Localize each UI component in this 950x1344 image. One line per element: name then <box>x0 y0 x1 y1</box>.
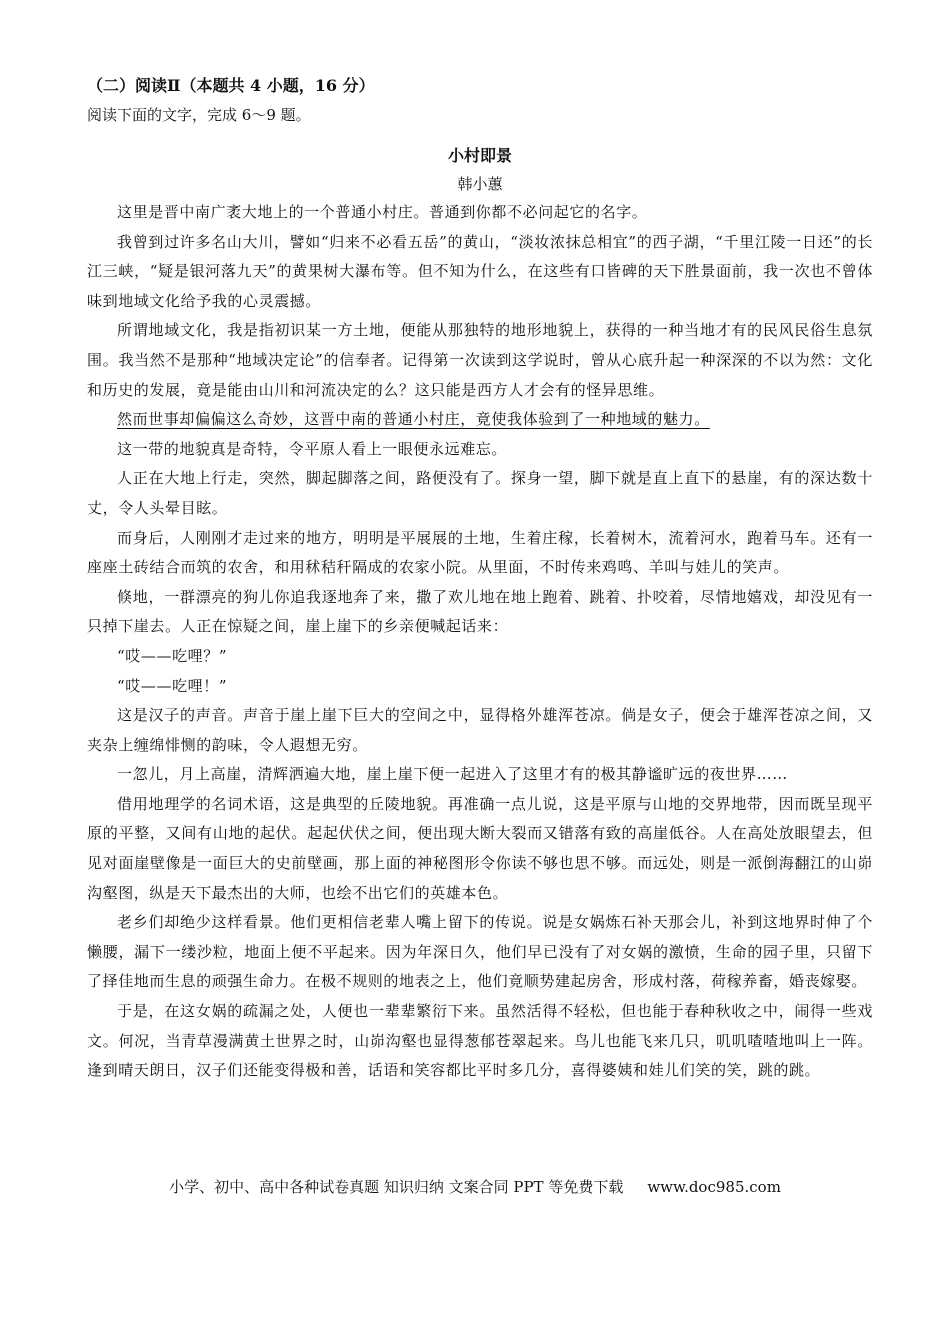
dialogue-line: “哎——吃哩？” <box>117 646 228 665</box>
paragraph: 老乡们却绝少这样看景。他们更相信老辈人嘴上留下的传说。说是女娲炼石补天那会儿，补到这地界时伸了个懒腰，漏下一缕沙粒，地面上便不平起来。因为年深日久，他们早已没有了对女娲的激愤，生命的园子里，只留下了择佳地而生息的顽强生命力。在极不规则的地表之上，他们竟顺势建起房舍，形成村落，荷稼养畜，婚丧嫁娶。 <box>87 913 873 991</box>
paragraph: 人正在大地上行走，突然，脚起脚落之间，路便没有了。探身一望，脚下就是直上直下的悬崖，有的深达数十丈，令人头晕目眩。 <box>87 469 873 517</box>
underlined-paragraph <box>87 405 873 435</box>
underlined-sentence: 然而世事却偏偏这么奇妙，这晋中南的普通小村庄，竟使我体验到了一种地域的魅力。 <box>117 410 710 429</box>
section-heading: （二）阅读Ⅱ（本题共 4 小题，16 分） <box>87 76 375 95</box>
paragraph: 这里是晋中南广袤大地上的一个普通小村庄。普通到你都不必问起它的名字。 <box>117 203 648 221</box>
paragraph: 这一带的地貌真是奇特，令平原人看上一眼便永远难忘。 <box>117 439 508 458</box>
instruction-text: 阅读下面的文字，完成 6～9 题。 <box>87 106 311 124</box>
paragraph: 我曾到过许多名山大川，譬如“归来不必看五岳”的黄山，“淡妆浓抹总相宜”的西子湖，“千里江陵一日还”的长江三峡，“疑是银河落九天”的黄果树大瀑布等。但不知为什么，在这些有口皆碑的天下胜景面前，我一次也不曾体味到地域文化给予我的心灵震撼。 <box>87 232 873 310</box>
article-title: 小村即景 <box>447 146 512 165</box>
paragraph: 所谓地域文化，我是指初识某一方土地，便能从那独特的地形地貌上，获得的一种当地才有的民风民俗生息氛围。我当然不是那种“地域决定论”的信奉者。记得第一次读到这学说时，曾从心底升起一种深深的不以为然：文化和历史的发展，竟是能由山川和河流决定的么？这只能是西方人才会有的怪异思维。 <box>87 321 873 399</box>
article-body <box>87 198 873 1086</box>
paragraph: 倏地，一群漂亮的狗儿你追我逐地奔了来，撒了欢儿地在地上跑着、跳着、扑咬着，尽情地嬉戏，却没见有一只掉下崖去。人正在惊疑之间，崖上崖下的乡亲便喊起话来： <box>87 587 873 636</box>
paragraph: 一忽儿，月上高崖，清辉洒遍大地，崖上崖下便一起进入了这里才有的极其静谧旷远的夜世界…… <box>117 765 788 784</box>
paragraph: 借用地理学的名词术语，这是典型的丘陵地貌。再准确一点儿说，这是平原与山地的交界地带，因而既呈现平原的平整，又间有山地的起伏。起起伏伏之间，便出现大断大裂而又错落有致的高崖低谷。人在高处放眼望去，但见对面崖壁像是一面巨大的史前壁画，那上面的神秘图形令你读不够也思不够。而远处，则是一派倒海翻江的山峁沟壑图，纵是天下最杰出的大师，也绘不出它们的英雄本色。 <box>87 794 873 902</box>
paragraph: 而身后，人刚刚才走过来的地方，明明是平展展的土地，生着庄稼，长着树木，流着河水，跑着马车。还有一座座土砖结合而筑的农舍，和用秫秸秆隔成的农家小院。从里面，不时传来鸡鸣、羊叫与娃儿的笑声。 <box>87 528 873 577</box>
footer-text: 小学、初中、高中各种试卷真题 知识归纳 文案合同 PPT 等免费下载 <box>169 1178 624 1196</box>
dialogue-line: “哎——吃哩！” <box>117 676 228 695</box>
document-page <box>87 70 873 1086</box>
footer-url[interactable]: www.doc985.com <box>647 1178 781 1196</box>
page-footer <box>0 1176 950 1198</box>
paragraph: 于是，在这女娲的疏漏之处，人便也一辈辈繁衍下来。虽然活得不轻松，但也能于春种秋收之中，闹得一些戏文。何况，当青草漫满黄土世界之时，山峁沟壑也显得葱郁苍翠起来。鸟儿也能飞来几只，叽叽喳喳地叫上一阵。逢到晴天朗日，汉子们还能变得极和善，话语和笑容都比平时多几分，喜得婆姨和娃儿们笑的笑，跳的跳。 <box>87 1002 873 1080</box>
article-author: 韩小蕙 <box>457 175 503 193</box>
paragraph: 这是汉子的声音。声音于崖上崖下巨大的空间之中，显得格外雄浑苍凉。倘是女子，便会于雄浑苍凉之间，又夹杂上缠绵悱恻的韵味，令人遐想无穷。 <box>87 706 873 754</box>
